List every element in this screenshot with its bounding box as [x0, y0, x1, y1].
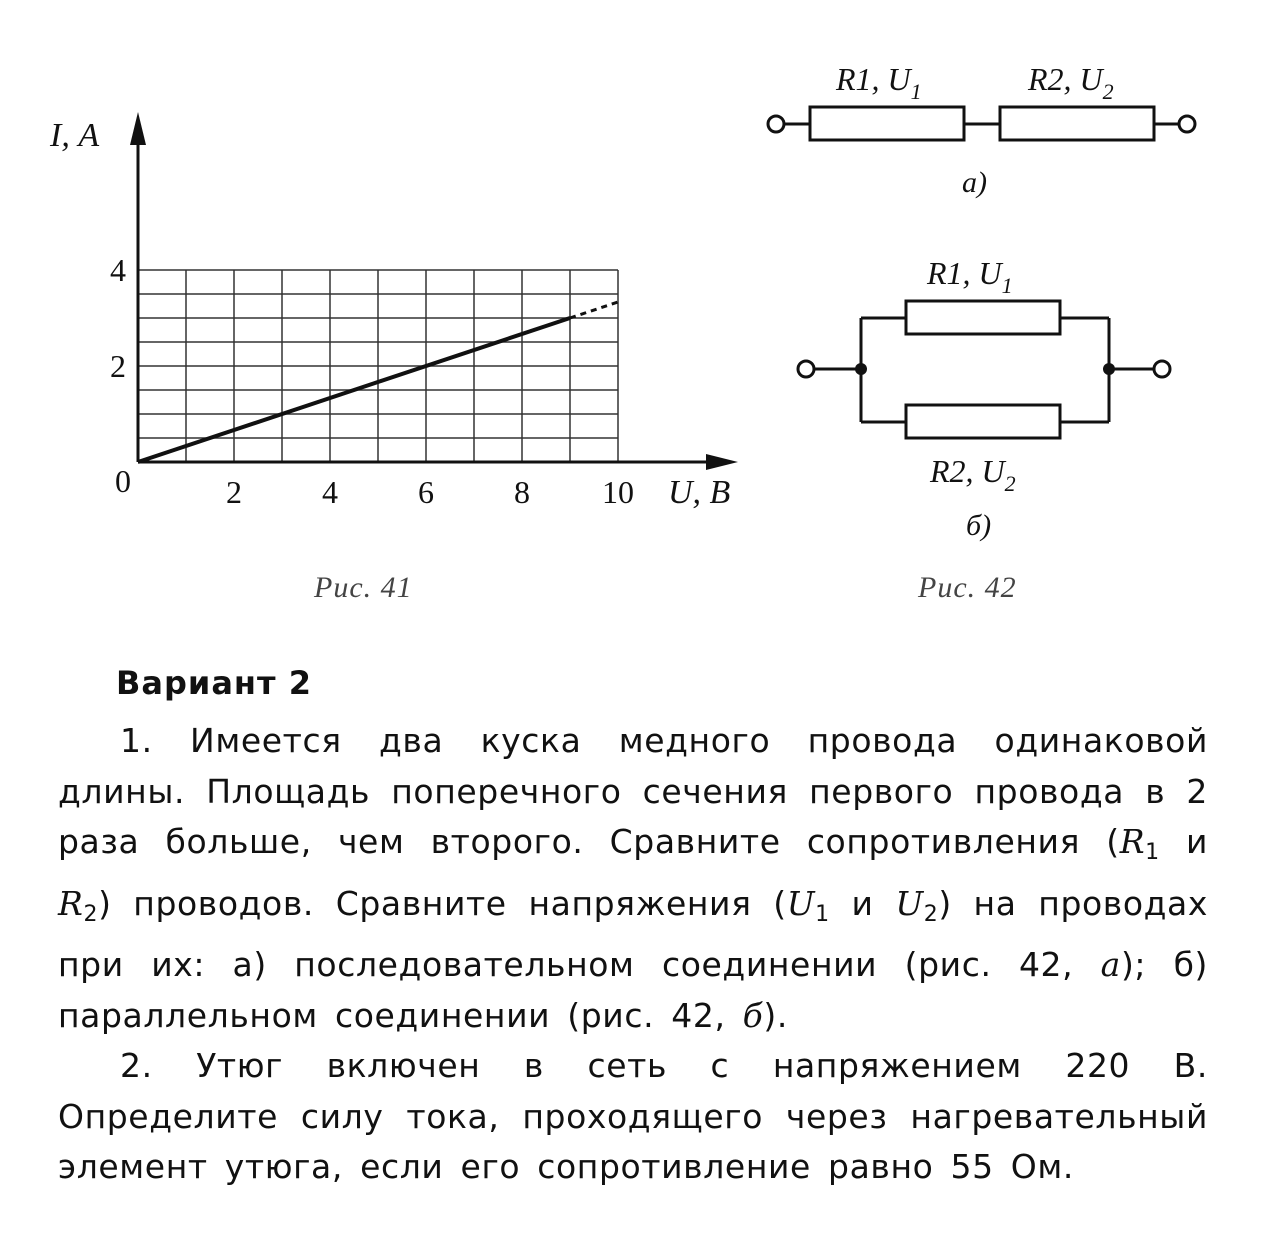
y-tick-label: 2 [110, 348, 126, 384]
origin-label: 0 [115, 463, 131, 499]
figure-41-graph [0, 0, 740, 640]
figure-41-caption: Рис. 41 [314, 571, 413, 604]
y-tick-label: 4 [110, 252, 126, 288]
figure-42-caption: Рис. 42 [918, 571, 1017, 604]
x-tick-label: 10 [602, 474, 634, 510]
terminal-left-b [798, 361, 814, 377]
y-axis-label: I, А [50, 117, 100, 154]
resistor-r1-b [906, 301, 1060, 334]
label-b: б) [966, 509, 992, 542]
x-tick-label: 6 [418, 474, 434, 510]
figure-42-circuits [740, 0, 1260, 640]
problem-text-block [58, 664, 1208, 1193]
x-axis-arrow [706, 454, 738, 470]
label-r2-b: R2, $U_2$ [930, 453, 1016, 496]
x-tick-label: 8 [514, 474, 530, 510]
label-r1-a: R1, $U_1$ [836, 61, 922, 104]
junction-right [1103, 363, 1115, 375]
label-a: а) [962, 166, 987, 199]
variant-heading: Вариант 2 [116, 664, 312, 702]
y-axis-arrow [130, 112, 146, 145]
terminal-right-a [1179, 116, 1195, 132]
graph-grid [138, 270, 618, 462]
problem-1: 1. Имеется два куска медного провода одинаковой длины. Площадь поперечного сечения первого провода в 2 раза больше, чем второго. Сравните сопротивления ($R_1$ и $R_2$) проводов. Сравните напряжения ($U_1$ и $U_2$) на проводах при их: а) последовательном соединении (рис. 42, а); б) параллельном соединении (рис. 42, б). [58, 721, 1209, 1035]
x-tick-labels [226, 474, 634, 510]
iv-line-extension [570, 302, 618, 318]
x-axis-label: U, В [668, 474, 731, 511]
circuit-series [768, 107, 1195, 140]
terminal-left-a [768, 116, 784, 132]
junction-left [855, 363, 867, 375]
x-tick-label: 4 [322, 474, 338, 510]
problem-2: 2. Утюг включен в сеть с напряжением 220 В. Определите силу тока, проходящего через нагревательный элемент утюга, если его сопротивление равно 55 Ом. [58, 1046, 1208, 1186]
label-r2-a: R2, $U_2$ [1028, 61, 1114, 104]
resistor-r2-a [1000, 107, 1154, 140]
resistor-r2-b [906, 405, 1060, 438]
x-tick-label: 2 [226, 474, 242, 510]
label-r1-b: R1, $U_1$ [927, 255, 1013, 298]
terminal-right-b [1154, 361, 1170, 377]
resistor-r1-a [810, 107, 964, 140]
y-tick-labels [110, 252, 126, 384]
